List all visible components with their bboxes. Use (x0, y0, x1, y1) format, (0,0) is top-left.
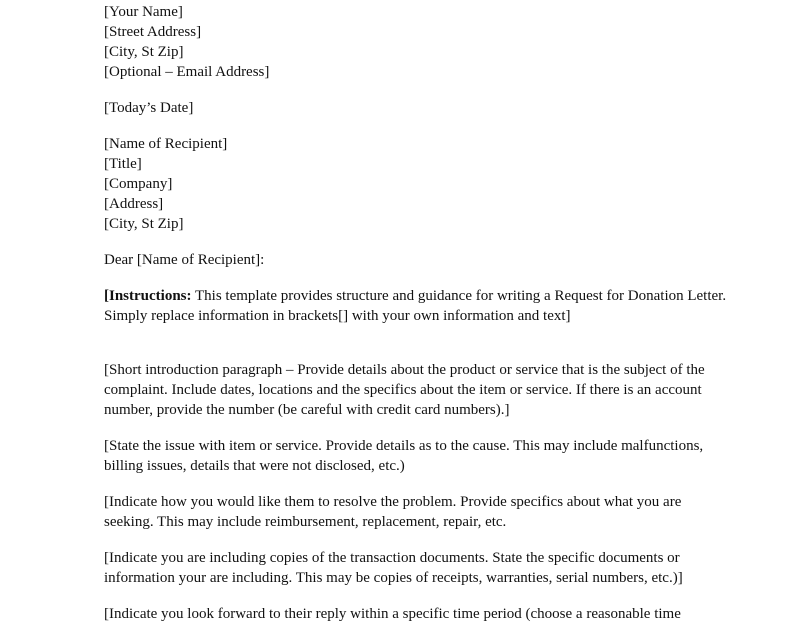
body-paragraph-intro: [Short introduction paragraph – Provide details about the product or service that is the subject of the complaint. Include dates, locations and the specifics about the item or service. If there is an account number, provide the number (be careful with credit card numbers).] (104, 362, 705, 418)
sender-name: [Your Name] (104, 4, 183, 20)
recipient-title: [Title] (104, 156, 142, 172)
recipient-block (104, 134, 784, 234)
instructions-text: This template provides structure and guidance for writing a Request for Donation Letter. Simply replace information in brackets[] with your own information and text] (104, 288, 727, 324)
sender-city: [City, St Zip] (104, 44, 184, 60)
sender-email: [Optional – Email Address] (104, 64, 270, 80)
sender-street: [Street Address] (104, 24, 202, 40)
instructions-label: Instructions: (109, 288, 192, 304)
instructions-bracket: [ (104, 288, 109, 304)
body-paragraph-resolution: [Indicate how you would like them to resolve the problem. Provide specifics about what you are seeking. This may include reimbursement, replacement, repair, etc. (104, 494, 682, 530)
body-paragraph-documents: [Indicate you are including copies of the transaction documents. State the specific documents or information your are including. This may be copies of receipts, warranties, serial numbers, etc.)] (104, 550, 683, 586)
body-paragraph-issue: [State the issue with item or service. Provide details as to the cause. This may include malfunctions, billing issues, details that were not disclosed, etc.) (104, 438, 704, 474)
recipient-name: [Name of Recipient] (104, 136, 228, 152)
instructions-paragraph (104, 286, 784, 326)
recipient-city: [City, St Zip] (104, 216, 184, 232)
letter-page (104, 2, 784, 624)
body-paragraph-reply: [Indicate you look forward to their reply within a specific time period (choose a reasonable time (104, 606, 681, 622)
salutation: Dear [Name of Recipient]: (104, 252, 265, 268)
recipient-company: [Company] (104, 176, 173, 192)
recipient-address: [Address] (104, 196, 164, 212)
letter-date: [Today’s Date] (104, 100, 194, 116)
sender-block (104, 2, 784, 82)
